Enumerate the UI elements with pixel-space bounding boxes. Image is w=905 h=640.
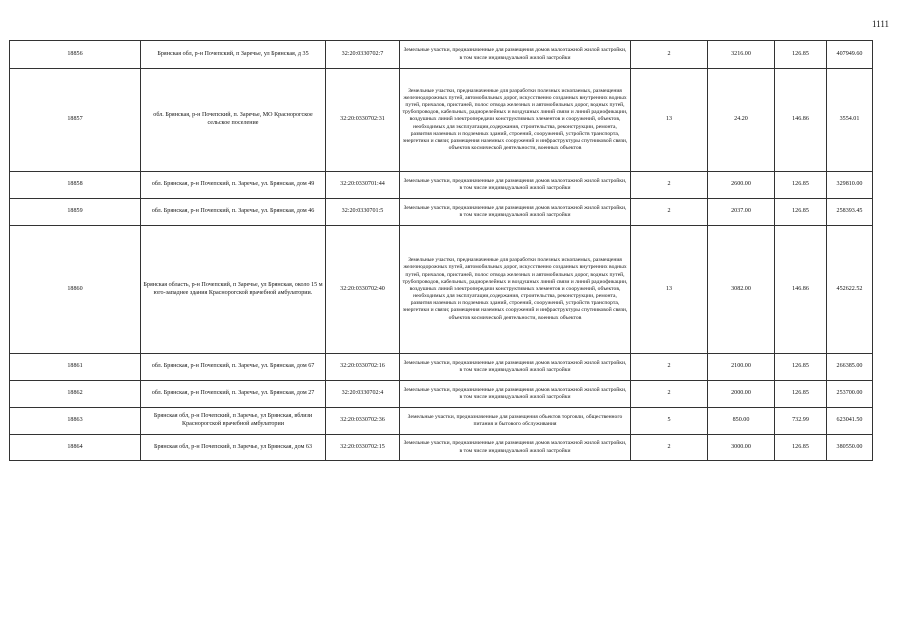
cadastral-number-cell: 32:20:0330702:31 [326, 69, 400, 172]
address-cell: Брянская обл, р-н Почепский, п Заречье, ул Брянская, вблизи Краснорогской врачебной амбулатории [141, 408, 326, 435]
cadastral-value-cell: 380550.00 [827, 435, 873, 461]
area-cell: 24.20 [708, 69, 775, 172]
area-cell: 3000.00 [708, 435, 775, 461]
page-number: 1111 [872, 19, 889, 29]
cadastral-value-cell: 329810.00 [827, 172, 873, 199]
specific-value-cell: 126.85 [775, 381, 827, 408]
land-use-cell: Земельные участки, предназначенные для размещения домов малоэтажной жилой застройки, в том числе индивидуальной жилой застройки [400, 354, 631, 381]
cadastral-number-cell: 32:20:0330701:44 [326, 172, 400, 199]
group-code-cell: 2 [631, 199, 708, 226]
specific-value-cell: 126.85 [775, 435, 827, 461]
cadastral-value-cell: 452622.52 [827, 226, 873, 354]
cadastral-number-cell: 32:20:0330702:4 [326, 381, 400, 408]
cadastral-number-cell: 32:20:0330702:7 [326, 41, 400, 69]
specific-value-cell: 146.86 [775, 69, 827, 172]
row-number: 18862 [10, 381, 141, 408]
address-cell: обл. Брянская, р-н Почепский, п. Заречье, ул. Брянская, дом 49 [141, 172, 326, 199]
group-code-cell: 2 [631, 172, 708, 199]
area-cell: 2100.00 [708, 354, 775, 381]
address-cell: Брянская обл, р-н Почепский, п Заречье, ул Брянская, дом 63 [141, 435, 326, 461]
address-cell: Брянская область, р-н Почепский, п Заречье, ул Брянская, около 15 м юго-западнее здания Краснорогской врачебной амбулатории. [141, 226, 326, 354]
cadastral-value-cell: 623041.50 [827, 408, 873, 435]
area-cell: 2000.00 [708, 381, 775, 408]
land-use-cell: Земельные участки, предназначенные для размещения домов малоэтажной жилой застройки, в том числе индивидуальной жилой застройки [400, 41, 631, 69]
row-number: 18859 [10, 199, 141, 226]
table-row [10, 381, 873, 408]
address-cell: Брянская обл, р-н Почепский, п Заречье, ул Брянская, д 35 [141, 41, 326, 69]
group-code-cell: 2 [631, 354, 708, 381]
address-cell: обл. Брянская, р-н Почепский, п. Заречье, ул. Брянская, дом 46 [141, 199, 326, 226]
table-row [10, 435, 873, 461]
area-cell: 3216.00 [708, 41, 775, 69]
cadastral-value-cell: 266385.00 [827, 354, 873, 381]
cadastral-number-cell: 32:20:0330702:16 [326, 354, 400, 381]
row-number: 18861 [10, 354, 141, 381]
land-use-cell: Земельные участки, предназначенные для размещения объектов торговли, общественного питания и бытового обслуживания [400, 408, 631, 435]
land-use-cell: Земельные участки, предназначенные для разработки полезных ископаемых, размещения железнодорожных путей, автомобильных дорог, искусственно созданных внутренних водных путей, причалов, пристаней, полос отвода железных и автомобильных дорог, водных путей, трубопроводов, кабельных, радиорелейных и воздушных линий связи и линий радиофикации, воздушных линий электропередачи конструктивных элементов и сооружений, объектов, необходимых для эксплуатации,содержания, строительства, реконструкции, ремонта, развития наземных и подземных зданий, строений, сооружений, устройств транспорта, энергетики и связи; размещения наземных сооружений и инфраструктуры спутниковой связи, объектов космической деятельности, военных объектов [400, 69, 631, 172]
area-cell: 850.00 [708, 408, 775, 435]
group-code-cell: 2 [631, 41, 708, 69]
row-number: 18860 [10, 226, 141, 354]
specific-value-cell: 146.86 [775, 226, 827, 354]
cadastral-number-cell: 32:20:0330702:40 [326, 226, 400, 354]
table-row [10, 354, 873, 381]
table-row [10, 41, 873, 69]
cadastral-value-cell: 407949.60 [827, 41, 873, 69]
group-code-cell: 5 [631, 408, 708, 435]
address-cell: обл. Брянская, р-н Почепский, п. Заречье, ул. Брянская, дом 67 [141, 354, 326, 381]
area-cell: 2600.00 [708, 172, 775, 199]
land-use-cell: Земельные участки, предназначенные для размещения домов малоэтажной жилой застройки, в том числе индивидуальной жилой застройки [400, 381, 631, 408]
address-cell: обл. Брянская, р-н Почепский, п. Заречье, МО Краснорогское сельское поселение [141, 69, 326, 172]
table-row [10, 199, 873, 226]
land-use-cell: Земельные участки, предназначенные для размещения домов малоэтажной жилой застройки, в том числе индивидуальной жилой застройки [400, 199, 631, 226]
specific-value-cell: 126.85 [775, 172, 827, 199]
group-code-cell: 13 [631, 69, 708, 172]
group-code-cell: 2 [631, 381, 708, 408]
area-cell: 2037.00 [708, 199, 775, 226]
cadastral-number-cell: 32:20:0330702:15 [326, 435, 400, 461]
land-use-cell: Земельные участки, предназначенные для размещения домов малоэтажной жилой застройки, в том числе индивидуальной жилой застройки [400, 435, 631, 461]
table-row [10, 172, 873, 199]
cadastral-value-cell: 253700.00 [827, 381, 873, 408]
row-number: 18857 [10, 69, 141, 172]
specific-value-cell: 126.85 [775, 199, 827, 226]
row-number: 18858 [10, 172, 141, 199]
area-cell: 3082.00 [708, 226, 775, 354]
specific-value-cell: 126.85 [775, 41, 827, 69]
specific-value-cell: 126.85 [775, 354, 827, 381]
row-number: 18864 [10, 435, 141, 461]
table-row [10, 226, 873, 354]
cadastral-number-cell: 32:20:0330702:36 [326, 408, 400, 435]
group-code-cell: 13 [631, 226, 708, 354]
cadastral-value-cell: 258393.45 [827, 199, 873, 226]
specific-value-cell: 732.99 [775, 408, 827, 435]
address-cell: обл. Брянская, р-н Почепский, п. Заречье, ул. Брянская, дом 27 [141, 381, 326, 408]
row-number: 18856 [10, 41, 141, 69]
land-use-cell: Земельные участки, предназначенные для размещения домов малоэтажной жилой застройки, в том числе индивидуальной жилой застройки [400, 172, 631, 199]
table-row [10, 408, 873, 435]
group-code-cell: 2 [631, 435, 708, 461]
cadastral-number-cell: 32:20:0330701:5 [326, 199, 400, 226]
land-use-cell: Земельные участки, предназначенные для разработки полезных ископаемых, размещения железнодорожных путей, автомобильных дорог, искусственно созданных внутренних водных путей, причалов, пристаней, полос отвода железных и автомобильных дорог, водных путей, трубопроводов, кабельных, радиорелейных и воздушных линий связи и линий радиофикации, воздушных линий электропередачи конструктивных элементов и сооружений, объектов, необходимых для эксплуатации,содержания, строительства, реконструкции, ремонта, развития наземных и подземных зданий, строений, сооружений, устройств транспорта, энергетики и связи; размещения наземных сооружений и инфраструктуры спутниковой связи, объектов космической деятельности, военных объектов [400, 226, 631, 354]
table-row [10, 69, 873, 172]
cadastral-value-cell: 3554.01 [827, 69, 873, 172]
cadastral-value-table [9, 40, 873, 461]
row-number: 18863 [10, 408, 141, 435]
